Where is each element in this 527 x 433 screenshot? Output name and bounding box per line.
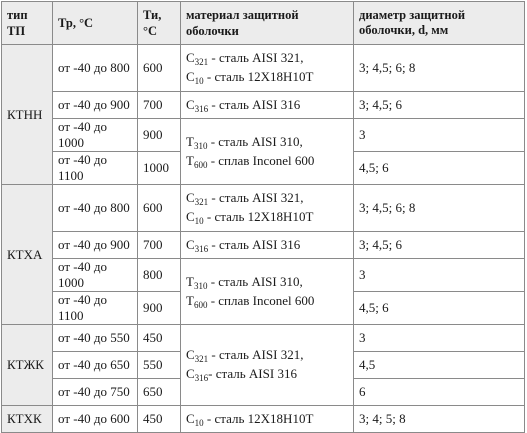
tp-cell: от -40 до 600: [53, 406, 138, 433]
tp-cell: от -40 до 900: [53, 92, 138, 119]
material-cell: $С_{321}$ - сталь AISI 321, $С_{316}-$ сталь AISI 316: [181, 325, 354, 406]
header-tp: Тр, °С: [53, 2, 138, 45]
material-cell: $С_{10}$ - сталь 12Х18Н10Т: [181, 406, 354, 433]
header-row: [2, 2, 525, 45]
header-diameter: диаметр защитной оболочки, d, мм: [354, 2, 525, 45]
ti-cell: 600: [138, 185, 181, 232]
thermocouple-spec-table: [1, 1, 525, 433]
tp-cell: от -40 до 1100: [53, 292, 138, 325]
diameter-cell: 3; 4,5; 6: [354, 232, 525, 259]
ti-cell: 700: [138, 232, 181, 259]
diameter-cell: 3; 4,5; 6; 8: [354, 45, 525, 92]
tp-cell: от -40 до 1100: [53, 152, 138, 185]
table-row: [2, 119, 525, 152]
diameter-cell: 3; 4,5; 6: [354, 92, 525, 119]
tp-cell: от -40 до 900: [53, 232, 138, 259]
ti-cell: 600: [138, 45, 181, 92]
tp-cell: от -40 до 800: [53, 45, 138, 92]
type-cell: КТХК: [2, 406, 53, 433]
ti-cell: 700: [138, 92, 181, 119]
tp-cell: от -40 до 550: [53, 325, 138, 352]
table-row: [2, 406, 525, 433]
ti-cell: 450: [138, 325, 181, 352]
material-cell: $С_{316}$ - сталь AISI 316: [181, 232, 354, 259]
diameter-cell: 4,5; 6: [354, 292, 525, 325]
ti-cell: 1000: [138, 152, 181, 185]
tp-cell: от -40 до 1000: [53, 119, 138, 152]
header-ti: Ти, °С: [138, 2, 181, 45]
table-row: [2, 45, 525, 92]
diameter-cell: 3; 4; 5; 8: [354, 406, 525, 433]
table-row: [2, 259, 525, 292]
diameter-cell: 3: [354, 325, 525, 352]
ti-cell: 900: [138, 119, 181, 152]
header-material: материал защитной оболочки: [181, 2, 354, 45]
table-row: [2, 185, 525, 232]
ti-cell: 900: [138, 292, 181, 325]
tp-cell: от -40 до 1000: [53, 259, 138, 292]
type-cell: КТХА: [2, 185, 53, 325]
type-cell: КТЖК: [2, 325, 53, 406]
tp-cell: от -40 до 750: [53, 379, 138, 406]
diameter-cell: 6: [354, 379, 525, 406]
type-cell: КТНН: [2, 45, 53, 185]
header-type: тип ТП: [2, 2, 53, 45]
ti-cell: 800: [138, 259, 181, 292]
tp-cell: от -40 до 800: [53, 185, 138, 232]
material-cell: $С_{321}$ - сталь AISI 321, $С_{10}$ - сталь 12Х18Н10Т: [181, 185, 354, 232]
tp-cell: от -40 до 650: [53, 352, 138, 379]
table-row: [2, 325, 525, 352]
diameter-cell: 4,5: [354, 352, 525, 379]
table-row: [2, 92, 525, 119]
diameter-cell: 3; 4,5; 6; 8: [354, 185, 525, 232]
material-cell: $Т_{310}$ - сталь AISI 310, $Т_{600}$ - сплав Inconel 600: [181, 119, 354, 185]
diameter-cell: 3: [354, 259, 525, 292]
table-row: [2, 232, 525, 259]
ti-cell: 650: [138, 379, 181, 406]
material-cell: $Т_{310}$ - сталь AISI 310, $Т_{600}$ - сплав Inconel 600: [181, 259, 354, 325]
material-cell: $С_{321}$ - сталь AISI 321, $С_{10}$ - сталь 12Х18Н10Т: [181, 45, 354, 92]
ti-cell: 450: [138, 406, 181, 433]
ti-cell: 550: [138, 352, 181, 379]
diameter-cell: 4,5; 6: [354, 152, 525, 185]
material-cell: $С_{316}$ - сталь AISI 316: [181, 92, 354, 119]
diameter-cell: 3: [354, 119, 525, 152]
